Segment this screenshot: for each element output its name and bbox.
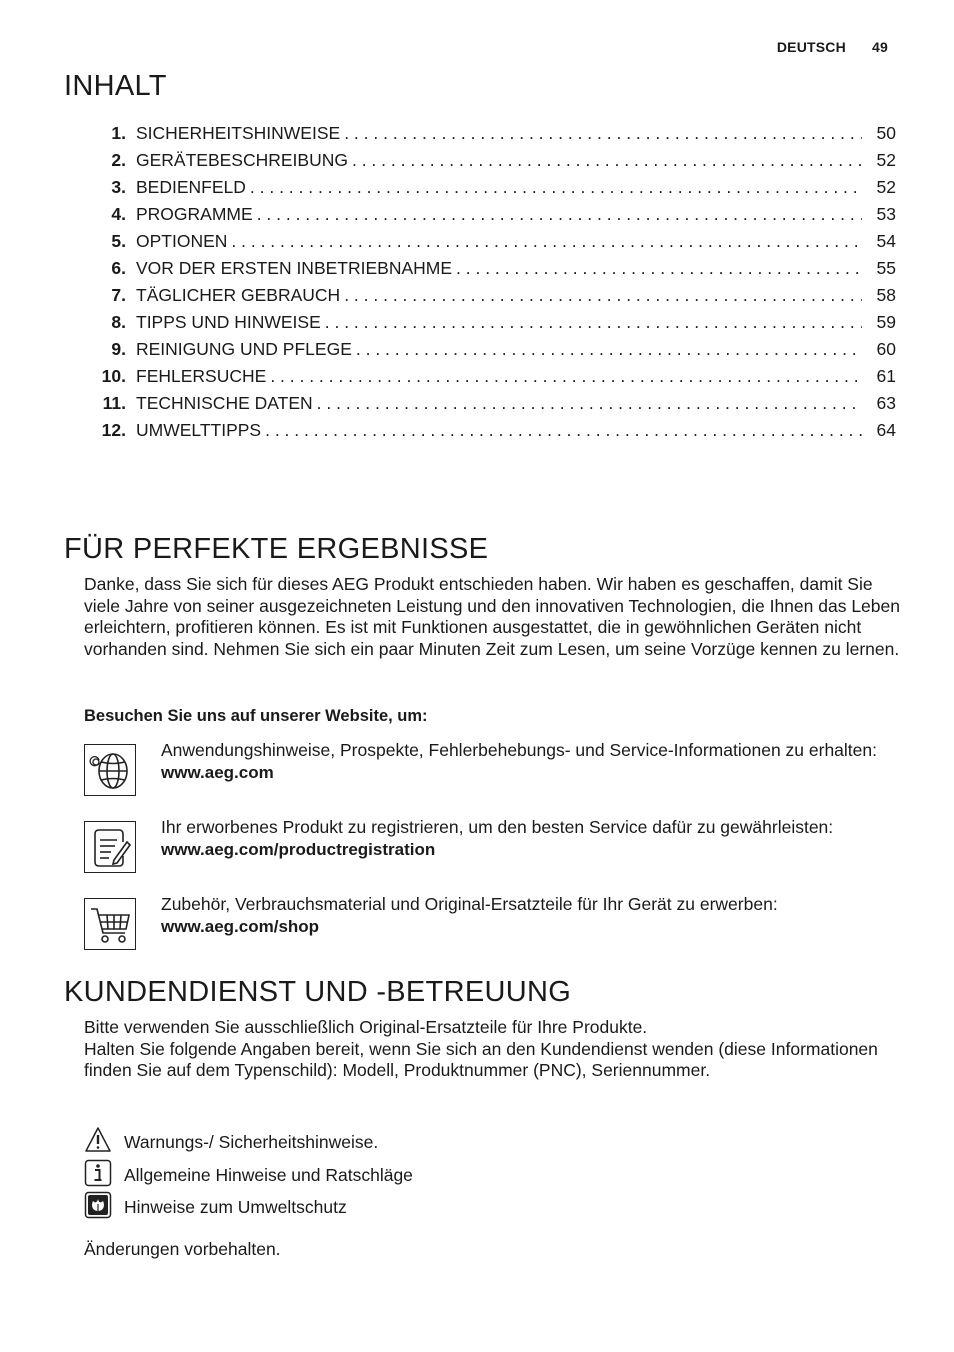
legend-text: Allgemeine Hinweise und Ratschläge bbox=[124, 1165, 413, 1185]
toc-entry-title: UMWELTTIPPS bbox=[136, 420, 262, 440]
toc-entry-title: TÄGLICHER GEBRAUCH bbox=[136, 285, 341, 305]
section-heading-perfect-results: FÜR PERFEKTE ERGEBNISSE bbox=[64, 533, 489, 565]
service-line-original-parts: Bitte verwenden Sie ausschließlich Original-Ersatzteile für Ihre Produkte. bbox=[84, 1017, 648, 1037]
toc-entry-page: 55 bbox=[876, 258, 896, 278]
toc-leader bbox=[270, 365, 862, 387]
toc-entry[interactable] bbox=[86, 338, 896, 365]
changes-reserved-note: Änderungen vorbehalten. bbox=[84, 1239, 281, 1259]
toc-leader bbox=[456, 257, 862, 279]
toc-entry-number: 11. bbox=[102, 393, 126, 413]
toc-entry-number: 2. bbox=[111, 150, 126, 170]
legend-text: Warnungs-/ Sicherheitshinweise. bbox=[124, 1132, 379, 1152]
toc-entry-number: 3. bbox=[111, 177, 126, 197]
toc-entry-page: 58 bbox=[876, 285, 896, 305]
environment-icon bbox=[84, 1191, 112, 1219]
page-number: 49 bbox=[872, 39, 888, 55]
toc-leader bbox=[344, 284, 862, 306]
website-item-description: Anwendungshinweise, Prospekte, Fehlerbehebungs- und Service-Informationen zu erhalten: bbox=[161, 740, 877, 760]
toc-entry-number: 5. bbox=[111, 231, 126, 251]
toc-entry-number: 8. bbox=[111, 312, 126, 332]
toc-leader bbox=[325, 311, 862, 333]
toc-leader bbox=[250, 176, 862, 198]
service-line-info: Halten Sie folgende Angaben bereit, wenn Sie sich an den Kundendienst wenden (diese Informationen finden Sie auf dem Typenschild): Modell, Produktnummer (PNC), Seriennummer. bbox=[84, 1038, 878, 1080]
legend-text: Hinweise zum Umweltschutz bbox=[124, 1197, 347, 1217]
toc-entry-title: VOR DER ERSTEN INBETRIEBNAHME bbox=[136, 258, 453, 278]
service-paragraph bbox=[84, 1017, 904, 1082]
website-item-description: Ihr erworbenes Produkt zu registrieren, um den besten Service dafür zu gewährleisten: bbox=[161, 817, 834, 837]
toc-entry-page: 52 bbox=[876, 177, 896, 197]
toc-entry-title: GERÄTEBESCHREIBUNG bbox=[136, 150, 348, 170]
toc-entry[interactable] bbox=[86, 311, 896, 338]
toc-leader bbox=[356, 338, 862, 360]
toc-entry-title: PROGRAMME bbox=[136, 204, 253, 224]
globe-at-icon bbox=[84, 744, 136, 796]
toc-entry-number: 10. bbox=[101, 366, 126, 386]
toc-heading: INHALT bbox=[64, 70, 167, 102]
toc-entry-page: 50 bbox=[876, 123, 896, 143]
website-item-description: Zubehör, Verbrauchsmaterial und Original-Ersatzteile für Ihr Gerät zu erwerben: bbox=[161, 894, 778, 914]
page-header bbox=[777, 39, 888, 55]
toc-entry-number: 7. bbox=[111, 285, 126, 305]
toc-leader bbox=[352, 149, 862, 171]
toc-entry[interactable] bbox=[86, 365, 896, 392]
website-link-shop[interactable]: www.aeg.com/shop bbox=[161, 916, 320, 936]
toc-entry[interactable] bbox=[86, 176, 896, 203]
toc-entry-page: 53 bbox=[876, 204, 896, 224]
warning-triangle-icon bbox=[84, 1126, 112, 1154]
toc-leader bbox=[231, 230, 862, 252]
toc-entry[interactable] bbox=[86, 122, 896, 149]
table-of-contents bbox=[86, 122, 896, 446]
toc-entry[interactable] bbox=[86, 257, 896, 284]
website-link-productregistration[interactable]: www.aeg.com/productregistration bbox=[161, 839, 436, 859]
toc-entry-number: 1. bbox=[111, 123, 126, 143]
toc-entry-number: 9. bbox=[111, 339, 126, 359]
toc-leader bbox=[265, 419, 862, 441]
toc-entry-number: 12. bbox=[101, 420, 126, 440]
registration-document-icon bbox=[84, 821, 136, 873]
toc-entry-page: 63 bbox=[876, 393, 896, 413]
shopping-cart-icon bbox=[84, 898, 136, 950]
info-icon bbox=[84, 1159, 112, 1187]
toc-leader bbox=[344, 122, 862, 144]
toc-entry-number: 4. bbox=[111, 204, 126, 224]
toc-entry[interactable] bbox=[86, 419, 896, 446]
toc-entry[interactable] bbox=[86, 230, 896, 257]
toc-entry-number: 6. bbox=[111, 258, 126, 278]
toc-entry-page: 52 bbox=[876, 150, 896, 170]
website-link-aeg[interactable]: www.aeg.com bbox=[161, 762, 274, 782]
section-heading-customer-service: KUNDENDIENST UND -BETREUUNG bbox=[64, 976, 572, 1008]
toc-entry[interactable] bbox=[86, 203, 896, 230]
toc-leader bbox=[257, 203, 862, 225]
toc-entry-title: BEDIENFELD bbox=[136, 177, 246, 197]
website-visit-heading: Besuchen Sie uns auf unserer Website, um: bbox=[84, 707, 428, 725]
toc-entry-page: 64 bbox=[876, 420, 896, 440]
toc-entry[interactable] bbox=[86, 149, 896, 176]
toc-entry-page: 61 bbox=[876, 366, 896, 386]
toc-leader bbox=[317, 392, 862, 414]
toc-entry-title: OPTIONEN bbox=[136, 231, 228, 251]
toc-entry-page: 54 bbox=[876, 231, 896, 251]
toc-entry-page: 59 bbox=[876, 312, 896, 332]
toc-entry-page: 60 bbox=[876, 339, 896, 359]
toc-entry-title: TIPPS UND HINWEISE bbox=[136, 312, 321, 332]
toc-entry[interactable] bbox=[86, 392, 896, 419]
toc-entry-title: REINIGUNG UND PFLEGE bbox=[136, 339, 352, 359]
toc-entry[interactable] bbox=[86, 284, 896, 311]
toc-entry-title: SICHERHEITSHINWEISE bbox=[136, 123, 341, 143]
language-label: DEUTSCH bbox=[776, 39, 846, 55]
intro-paragraph: Danke, dass Sie sich für dieses AEG Produkt entschieden haben. Wir haben es geschaffen, damit Sie viele Jahre von seiner ausgezeichneten Leistung und den innovativen Technologien, die Ihnen das Leben erleichtern, profitieren können. Es ist mit Funktionen ausgestattet, die in gewöhnlichen Geräten nicht vorhanden sind. Nehmen Sie sich ein paar Minuten Zeit zum Lesen, um seine Vorzüge kennen zu lernen. bbox=[84, 574, 900, 659]
toc-entry-title: TECHNISCHE DATEN bbox=[136, 393, 313, 413]
toc-entry-title: FEHLERSUCHE bbox=[136, 366, 267, 386]
